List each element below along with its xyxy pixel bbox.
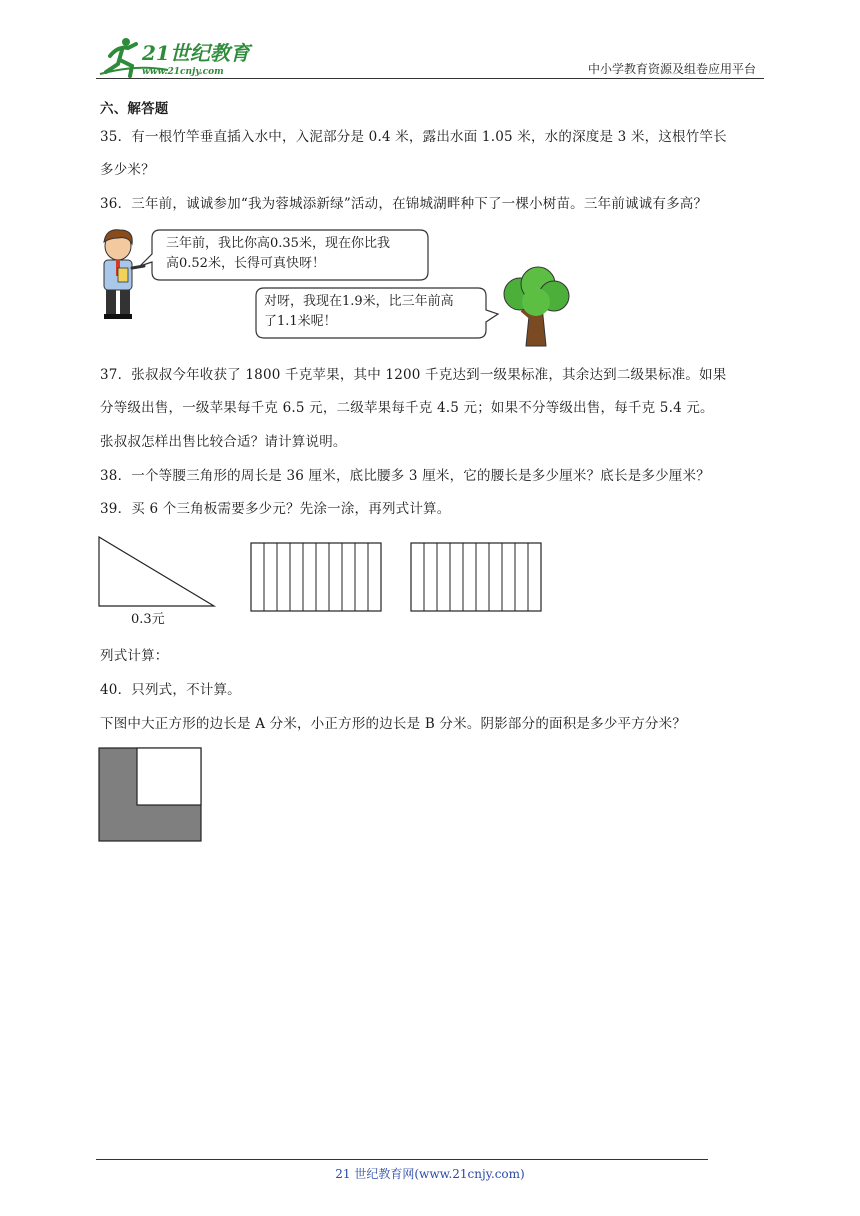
bubble2-line-2: 了1.1米呢！ <box>264 314 337 329</box>
speech-bubble-tree <box>254 286 500 340</box>
section-title: 六、解答题 <box>100 101 169 117</box>
q35-line-1: 35．有一根竹竿垂直插入水中，入泥部分是 0.4 米，露出水面 1.05 米，水的深度是 3 米，这根竹竿长 <box>100 129 727 145</box>
q37-line-3: 张叔叔怎样出售比较合适？请计算说明。 <box>100 434 347 450</box>
bubble1-line-2: 高0.52米，长得可真快呀！ <box>166 256 325 271</box>
logo-text: 21世纪教育 <box>142 41 250 65</box>
q38-line-1: 38．一个等腰三角形的周长是 36 厘米，底比腰多 3 厘米，它的腰长是多少厘米？底长是多少厘米？ <box>100 468 710 484</box>
platform-name: 中小学教育资源及组卷应用平台 <box>587 62 756 76</box>
header-divider <box>96 78 764 79</box>
squares-figure <box>98 747 204 843</box>
q36-line-1: 36．三年前，诚诚参加“我为蓉城添新绿”活动，在锦城湖畔种下了一棵小树苗。三年前诚诚有多高？ <box>100 196 708 212</box>
q37-line-2: 分等级出售，一级苹果每千克 6.5 元，二级苹果每千克 4.5 元；如果不分等级出售，每千克 5.4 元。 <box>100 400 714 416</box>
logo-url: www.21cnjy.com <box>142 67 224 77</box>
tree-illustration <box>498 266 574 348</box>
q39-line-1: 39．买 6 个三角板需要多少元？先涂一涂，再列式计算。 <box>100 501 451 517</box>
bubble2-line-1: 对呀，我现在1.9米，比三年前高 <box>264 294 454 309</box>
speech-bubble-boy <box>138 228 430 282</box>
color-grid-2[interactable] <box>410 542 542 612</box>
q39-answer-label: 列式计算： <box>100 648 169 664</box>
q40-line-2: 下图中大正方形的边长是 A 分米，小正方形的边长是 B 分米。阴影部分的面积是多少平方分米？ <box>100 716 687 732</box>
q35-line-2: 多少米？ <box>100 162 155 178</box>
footer-divider <box>96 1159 708 1160</box>
triangle-price: 0.3元 <box>131 612 165 627</box>
footer-text: 21 世纪教育网(www.21cnjy.com) <box>335 1167 525 1181</box>
triangle-ruler <box>98 536 218 608</box>
q40-line-1: 40．只列式，不计算。 <box>100 682 241 698</box>
color-grid-1[interactable] <box>250 542 382 612</box>
bubble1-line-1: 三年前，我比你高0.35米，现在你比我 <box>166 236 390 251</box>
q37-line-1: 37．张叔叔今年收获了 1800 千克苹果，其中 1200 千克达到一级果标准，其余达到二级果标准。如果 <box>100 367 727 383</box>
site-logo <box>96 34 266 80</box>
